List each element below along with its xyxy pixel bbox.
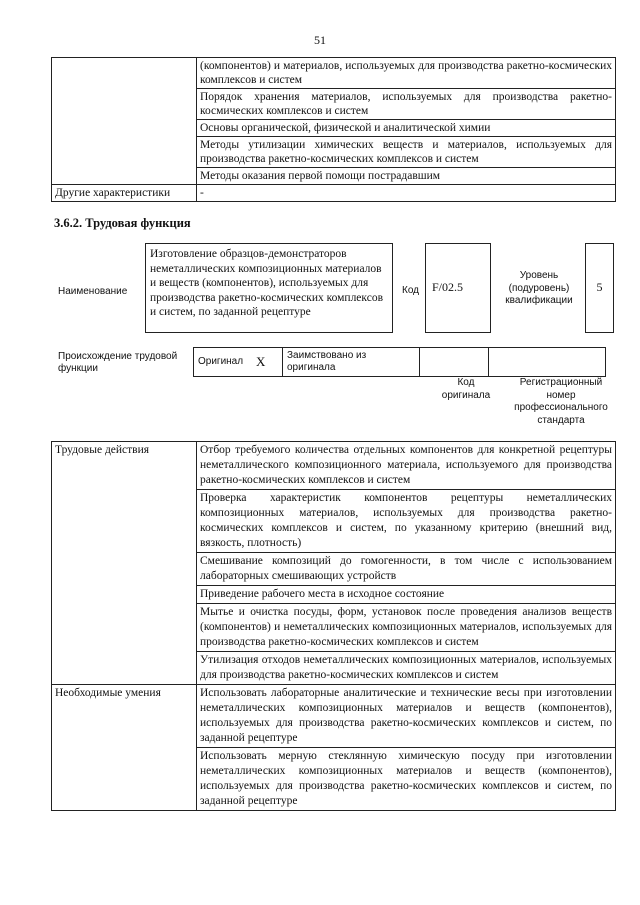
table-row (52, 685, 616, 748)
table-row (52, 442, 616, 490)
table-cell: Порядок хранения материалов, используемых для производства ракетно-космических комплексов и систем (197, 89, 616, 120)
table-cell: Утилизация отходов неметаллических композиционных материалов, используемых для производства ракетно-космических комплексов и систем (197, 652, 616, 685)
table-cell: Методы утилизации химических веществ и материалов, используемых для производства ракетно-космических комплексов и систем (197, 137, 616, 168)
table-cell: Мытье и очистка посуды, форм, установок после проведения анализов веществ (компонентов) и неметаллических композиционных материалов, используемых для производства ракетно-космических комплексов и систем (197, 604, 616, 652)
function-details-table (51, 441, 616, 811)
table-row (194, 348, 606, 377)
table-cell: Смешивание композиций до гомогенности, в том числе с использованием лабораторных смешивающих устройств (197, 553, 616, 586)
original-label: Оригинал (194, 348, 253, 377)
group-title-skills: Необходимые умения (52, 685, 197, 811)
table-cell: - (197, 185, 616, 202)
code-label: Код (402, 285, 420, 296)
table-cell: Отбор требуемого количества отдельных компонентов для конкретной рецептуры неметаллического композиционного материала, используемого для производства ракетно-космических комплексов и систем (197, 442, 616, 490)
page-number: 51 (314, 33, 326, 47)
knowledge-table (51, 57, 616, 202)
table-cell: Проверка характеристик компонентов рецептуры неметаллических композиционных материалов, используемых для производства ракетно-космических комплексов и систем, по указанному критерию (внешний вид, вязкость, плотность) (197, 490, 616, 553)
level-label: Уровень (подуровень) квалификации (505, 270, 573, 306)
origin-table (193, 347, 606, 377)
code-box: F/02.5 (425, 243, 491, 333)
table-cell: (компонентов) и материалов, используемых для производства ракетно-космических комплексов и систем (197, 58, 616, 89)
name-label: Наименование (58, 286, 128, 297)
table-row (52, 185, 616, 202)
section-title: 3.6.2. Трудовая функция (54, 216, 191, 230)
table-cell: Приведение рабочего места в исходное состояние (197, 586, 616, 604)
table-cell: Использовать мерную стеклянную химическую посуду при изготовлении неметаллических композиционных материалов и веществ (компонентов), используемых для производства ракетно-космических комплексов и систем, по заданной рецептуре (197, 748, 616, 811)
table-cell-left (52, 58, 197, 185)
function-name-box: Изготовление образцов-демонстраторов неметаллических композиционных материалов и веществ (компонентов), используемых для производства ракетно-космических комплексов и систем, по заданной рецептуре (145, 243, 393, 333)
code-original-label: Код оригинала (441, 377, 491, 401)
original-mark: X (252, 348, 283, 377)
group-title-actions: Трудовые действия (52, 442, 197, 685)
origin-label: Происхождение трудовой функции (58, 351, 178, 374)
borrowed-label: Заимствовано из оригинала (283, 348, 420, 377)
reg-number-cell (489, 348, 606, 377)
table-row (52, 58, 616, 89)
code-original-cell (420, 348, 489, 377)
reg-number-label: Регистрационный номер профессионального стандарта (514, 377, 608, 426)
level-box: 5 (585, 243, 614, 333)
table-cell: Методы оказания первой помощи пострадавшим (197, 168, 616, 185)
row-heading: Другие характеристики (52, 185, 197, 202)
table-cell: Использовать лабораторные аналитические и технические весы при изготовлении неметаллических композиционных материалов и веществ (компонентов), используемых для производства ракетно-космических комплексов и систем, по заданной рецептуре (197, 685, 616, 748)
table-cell: Основы органической, физической и аналитической химии (197, 120, 616, 137)
